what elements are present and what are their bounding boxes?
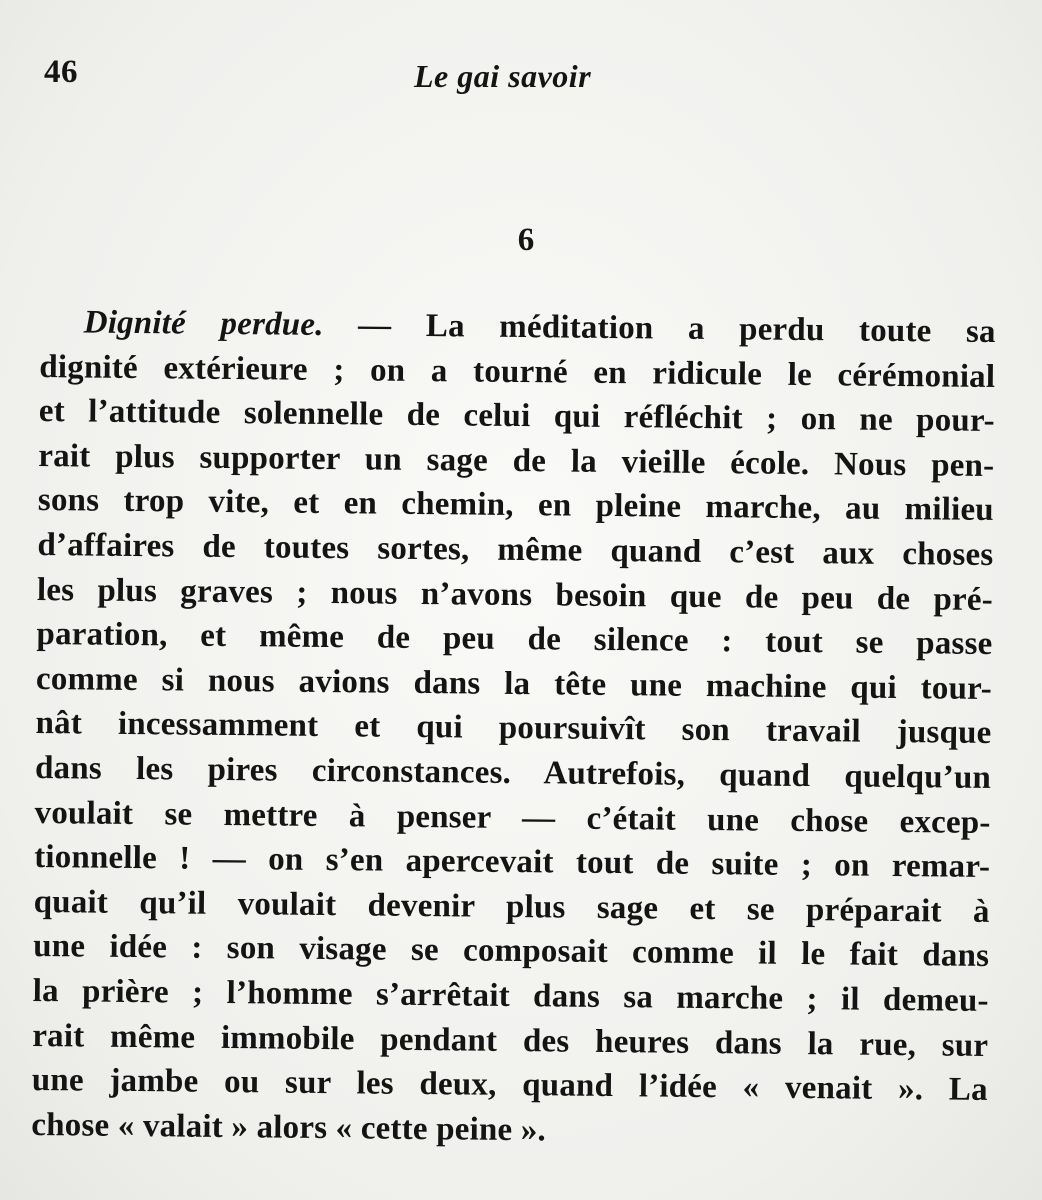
text-line: comme si nous avions dans la tête une machine qui tour- bbox=[35, 660, 993, 707]
text-line: d’affaires de toutes sortes, même quand c’est aux choses bbox=[37, 526, 994, 573]
text-line: une idée : son visage se composait comme il le fait dans bbox=[33, 928, 990, 975]
text-line: quait qu’il voulait devenir plus sage et se préparait à bbox=[33, 883, 990, 930]
text-line: sons trop vite, et en chemin, en pleine marche, au milieu bbox=[37, 482, 995, 529]
text-line: rait plus supporter un sage de la vieille école. Nous pen- bbox=[38, 437, 995, 484]
running-title: Le gai savoir bbox=[414, 58, 592, 94]
text-line: la prière ; l’homme s’arrêtait dans sa marche ; il demeu- bbox=[32, 972, 989, 1019]
text-line: une jambe ou sur les deux, quand l’idée « venait ». La bbox=[31, 1062, 988, 1109]
section-number: 6 bbox=[517, 222, 535, 258]
text-line: paration, et même de peu de silence : tout se passe bbox=[36, 616, 993, 663]
page-number: 46 bbox=[44, 54, 78, 90]
aphorism-title: Dignité perdue. bbox=[83, 304, 324, 343]
text-line: chose « valait » alors « cette peine ». bbox=[31, 1106, 547, 1149]
aphorism-text bbox=[31, 300, 996, 1157]
text-line: dignité extérieure ; on a tourné en ridicule le cérémonial bbox=[39, 348, 996, 395]
text-line: et l’attitude solennelle de celui qui réfléchit ; on ne pour- bbox=[38, 393, 995, 440]
text-line: tionnelle ! — on s’en apercevait tout de suite ; on remar- bbox=[33, 839, 991, 886]
text-line-content: — La méditation a perdu toute sa bbox=[323, 306, 996, 351]
text-line: dans les pires circonstances. Autrefois, quand quelqu’un bbox=[34, 749, 992, 796]
text-line: nât incessamment et qui poursuivît son travail jusque bbox=[35, 705, 992, 752]
text-line: les plus graves ; nous n’avons besoin que de peu de pré- bbox=[36, 571, 994, 618]
text-line: rait même immobile pendant des heures dans la rue, sur bbox=[32, 1017, 989, 1064]
text-line: voulait se mettre à penser — c’était une chose excep- bbox=[34, 794, 991, 841]
